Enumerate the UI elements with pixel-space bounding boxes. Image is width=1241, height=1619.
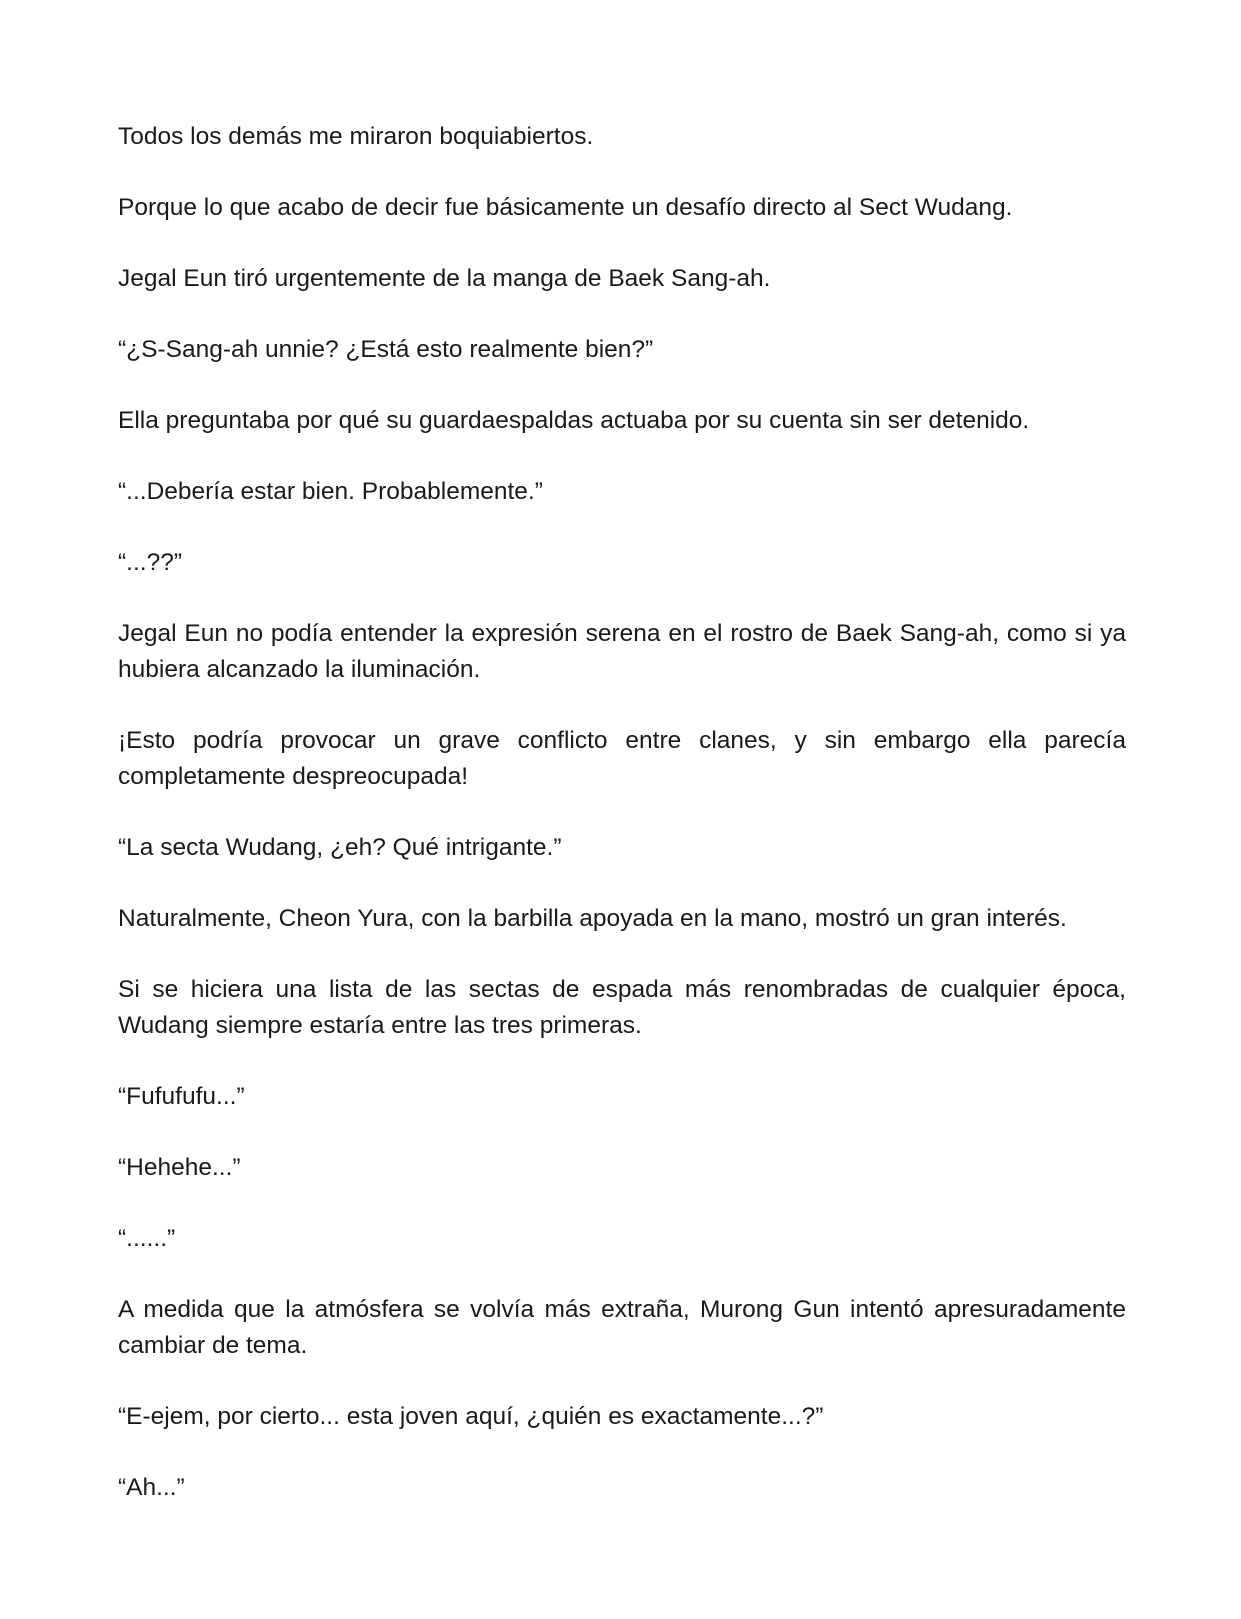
paragraph: Si se hiciera una lista de las sectas de espada más renombradas de cualquier época, Wudang siempre estaría entre las tres primeras. <box>118 976 1126 1039</box>
paragraph: “Hehehe...” <box>118 1154 241 1181</box>
paragraph: “...??” <box>118 549 182 576</box>
paragraph: Jegal Eun tiró urgentemente de la manga de Baek Sang-ah. <box>118 265 771 292</box>
paragraph: Ella preguntaba por qué su guardaespaldas actuaba por su cuenta sin ser detenido. <box>118 407 1030 434</box>
paragraph: A medida que la atmósfera se volvía más extraña, Murong Gun intentó apresuradamente cambiar de tema. <box>118 1296 1126 1359</box>
paragraph: Porque lo que acabo de decir fue básicamente un desafío directo al Sect Wudang. <box>118 194 1013 221</box>
paragraph: Todos los demás me miraron boquiabiertos. <box>118 123 594 150</box>
paragraph: Jegal Eun no podía entender la expresión serena en el rostro de Baek Sang-ah, como si ya hubiera alcanzado la iluminación. <box>118 620 1126 683</box>
document-body <box>118 119 1126 1541</box>
paragraph: “...Debería estar bien. Probablemente.” <box>118 478 543 505</box>
paragraph: “¿S-Sang-ah unnie? ¿Está esto realmente bien?” <box>118 336 654 363</box>
paragraph: Naturalmente, Cheon Yura, con la barbilla apoyada en la mano, mostró un gran interés. <box>118 905 1067 932</box>
paragraph: “Fufufufu...” <box>118 1083 245 1110</box>
paragraph: “La secta Wudang, ¿eh? Qué intrigante.” <box>118 834 562 861</box>
paragraph: ¡Esto podría provocar un grave conflicto entre clanes, y sin embargo ella parecía completamente despreocupada! <box>118 727 1126 790</box>
paragraph: “E-ejem, por cierto... esta joven aquí, ¿quién es exactamente...?” <box>118 1403 824 1430</box>
paragraph: “Ah...” <box>118 1474 185 1501</box>
paragraph: “......” <box>118 1225 176 1252</box>
